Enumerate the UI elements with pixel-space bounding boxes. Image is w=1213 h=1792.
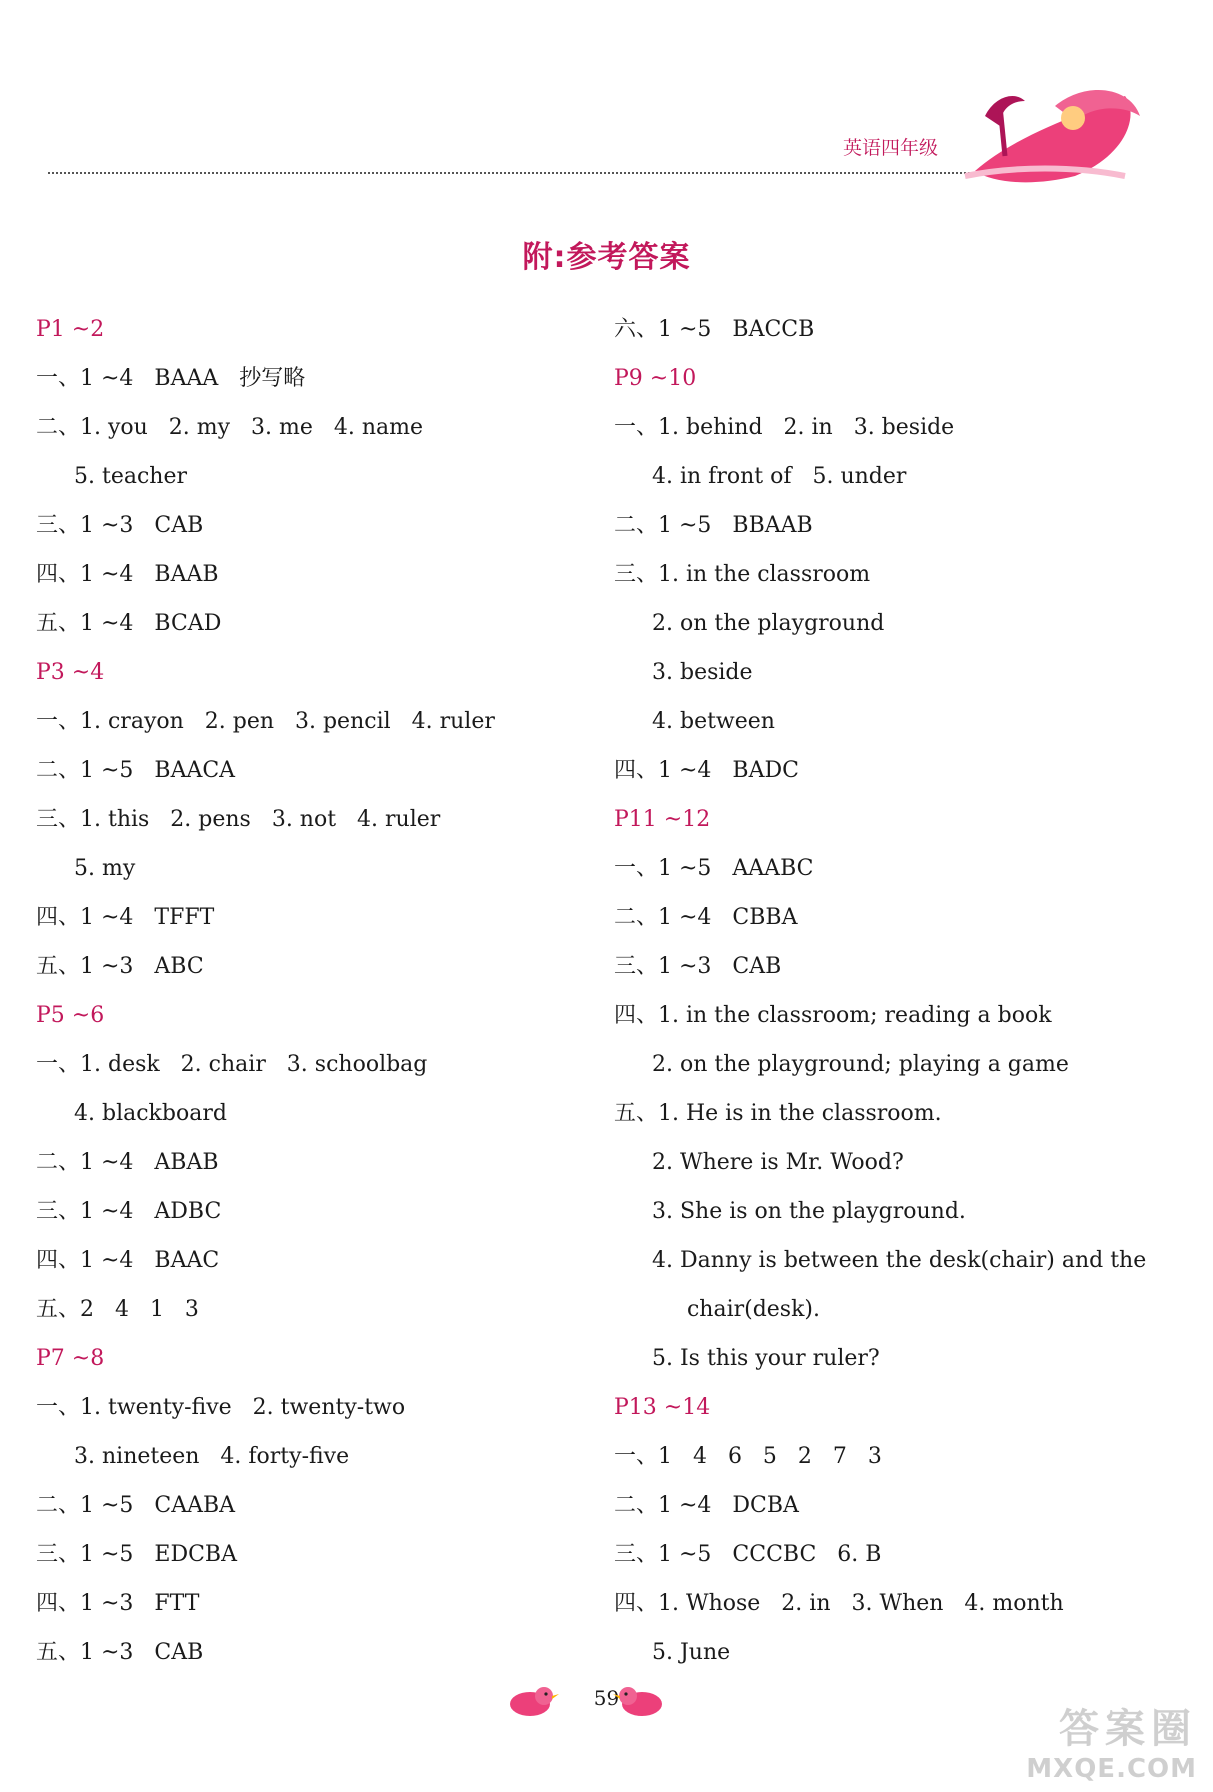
- header-subject: 英语四年级: [843, 137, 939, 159]
- answer-line: 2. on the playground: [652, 611, 885, 636]
- answer-line: 二、1 ~5 CAABA: [36, 1493, 236, 1518]
- answers-right-column: [614, 310, 1147, 1682]
- answer-line: 四、1 ~4 TFFT: [36, 905, 215, 930]
- surfer-illustration: [955, 76, 1145, 186]
- watermark-url: MXQE.COM: [1026, 1754, 1197, 1784]
- answer-line: 三、1 ~3 CAB: [36, 513, 204, 538]
- page-range-heading: P3 ~4: [36, 660, 105, 685]
- page-title: 附:参考答案: [522, 240, 691, 275]
- answer-line: 五、1 ~3 CAB: [36, 1640, 204, 1665]
- answer-line: 4. blackboard: [74, 1101, 227, 1126]
- page-range-heading: P1 ~2: [36, 317, 105, 342]
- answer-line: chair(desk).: [652, 1297, 821, 1322]
- answer-line: 二、1 ~5 BBAAB: [614, 513, 813, 538]
- answer-line: 二、1. you 2. my 3. me 4. name: [36, 415, 424, 440]
- answer-line: 5. my: [74, 856, 136, 881]
- page-range-heading: P5 ~6: [36, 1003, 105, 1028]
- answer-line: 四、1. Whose 2. in 3. When 4. month: [614, 1591, 1064, 1616]
- answer-line: 5. June: [652, 1640, 731, 1665]
- answer-line: 3. beside: [652, 660, 753, 685]
- header-divider: [48, 172, 998, 174]
- page-range-heading: P13 ~14: [614, 1395, 711, 1420]
- answers-left-column: [36, 310, 556, 1682]
- page-range-heading: P7 ~8: [36, 1346, 105, 1371]
- answer-line: 六、1 ~5 BACCB: [614, 317, 815, 342]
- answer-line: 三、1. this 2. pens 3. not 4. ruler: [36, 807, 441, 832]
- answer-line: 4. Danny is between the desk(chair) and the: [652, 1248, 1147, 1273]
- answer-line: 二、1 ~4 CBBA: [614, 905, 798, 930]
- answer-line: 四、1 ~3 FTT: [36, 1591, 200, 1616]
- answer-line: 五、1 ~4 BCAD: [36, 611, 222, 636]
- answer-line: 4. in front of 5. under: [652, 464, 907, 489]
- answer-line: 一、1. behind 2. in 3. beside: [614, 415, 955, 440]
- answer-line: 5. Is this your ruler?: [652, 1346, 880, 1371]
- answer-line: 3. She is on the playground.: [652, 1199, 966, 1224]
- answer-line: 三、1 ~4 ADBC: [36, 1199, 222, 1224]
- answer-line: 一、1 ~4 BAAA 抄写略: [36, 366, 306, 391]
- bird-icon: [612, 1682, 666, 1718]
- answer-line: 五、1 ~3 ABC: [36, 954, 204, 979]
- answer-line: 一、1 ~5 AAABC: [614, 856, 814, 881]
- answer-line: 二、1 ~5 BAACA: [36, 758, 236, 783]
- answer-line: 三、1 ~5 EDCBA: [36, 1542, 237, 1567]
- answer-line: 一、1 4 6 5 2 7 3: [614, 1444, 882, 1469]
- answer-line: 一、1. desk 2. chair 3. schoolbag: [36, 1052, 428, 1077]
- answer-line: 四、1 ~4 BAAB: [36, 562, 219, 587]
- answer-line: 三、1 ~3 CAB: [614, 954, 782, 979]
- watermark: [1026, 1697, 1197, 1784]
- answer-line: 四、1 ~4 BAAC: [36, 1248, 220, 1273]
- answer-line: 三、1. in the classroom: [614, 562, 871, 587]
- page-range-heading: P9 ~10: [614, 366, 697, 391]
- answer-line: 4. between: [652, 709, 775, 734]
- page-range-heading: P11 ~12: [614, 807, 711, 832]
- answer-line: 四、1. in the classroom; reading a book: [614, 1003, 1052, 1028]
- answer-line: 五、2 4 1 3: [36, 1297, 199, 1322]
- answer-line: 三、1 ~5 CCCBC 6. B: [614, 1542, 882, 1567]
- answer-line: 一、1. crayon 2. pen 3. pencil 4. ruler: [36, 709, 495, 734]
- page-number: 59: [593, 1686, 620, 1710]
- answer-line: 2. on the playground; playing a game: [652, 1052, 1069, 1077]
- answer-line: 四、1 ~4 BADC: [614, 758, 799, 783]
- watermark-logo: 答案圈: [1059, 1706, 1197, 1752]
- answer-line: 5. teacher: [74, 464, 187, 489]
- answer-line: 3. nineteen 4. forty-five: [74, 1444, 350, 1469]
- answer-line: 二、1 ~4 ABAB: [36, 1150, 219, 1175]
- answer-line: 五、1. He is in the classroom.: [614, 1101, 942, 1126]
- answer-line: 一、1. twenty-five 2. twenty-two: [36, 1395, 406, 1420]
- answer-line: 二、1 ~4 DCBA: [614, 1493, 799, 1518]
- answer-line: 2. Where is Mr. Wood?: [652, 1150, 904, 1175]
